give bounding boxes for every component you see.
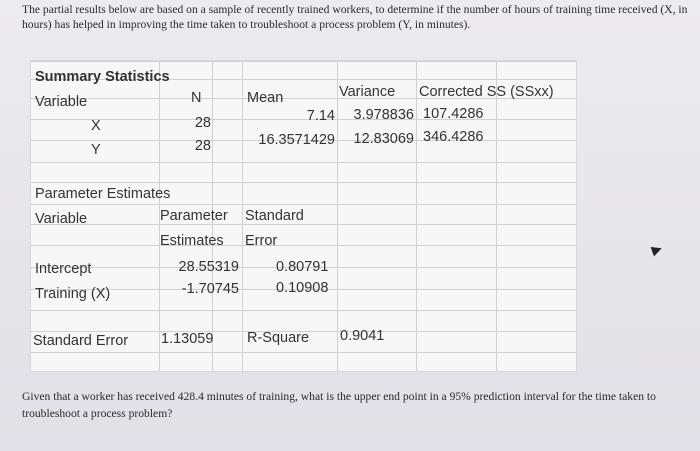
- spreadsheet-table: [30, 60, 577, 372]
- fit-r2-label: R-Square: [247, 330, 310, 346]
- intro-paragraph: The partial results below are based on a sample of recently trained workers, to determine if the number of hours of training time received (X, in hours) has helped in improving the time taken to troubleshoot a process problem (Y, in minutes).: [22, 3, 688, 31]
- summary-mean-header: Mean: [247, 90, 284, 106]
- summary-variable-header: Variable: [35, 94, 88, 110]
- question-paragraph: Given that a worker has received 428.4 minutes of training, what is the upper end point in a 95% prediction interval for the time taken to troubleshoot a process problem?: [22, 390, 656, 420]
- parameters-title: Parameter Estimates: [35, 186, 171, 202]
- summary-row-y-css: 346.4286: [423, 129, 484, 145]
- summary-row-x-n: 28: [194, 115, 211, 131]
- summary-row-x-css: 107.4286: [423, 106, 484, 122]
- summary-row-x-mean: 7.14: [306, 108, 335, 124]
- parameters-estimate-header-2: Estimates: [160, 233, 224, 249]
- parameters-row-intercept-estimate: 28.55319: [178, 259, 239, 275]
- summary-variance-header: Variance: [339, 84, 396, 100]
- summary-title: Summary Statistics: [35, 69, 170, 85]
- summary-row-y-variance: 12.83069: [353, 131, 414, 147]
- parameters-estimate-header-1: Parameter: [160, 208, 228, 224]
- fit-se-value: 1.13059: [161, 331, 214, 347]
- parameters-row-training-se: 0.10908: [276, 280, 329, 296]
- summary-row-y-variable: Y: [91, 142, 101, 158]
- mouse-cursor-icon: [651, 244, 664, 257]
- parameters-row-intercept-variable: Intercept: [35, 261, 92, 277]
- fit-r2-value: 0.9041: [340, 328, 385, 344]
- parameters-row-intercept-se: 0.80791: [276, 259, 329, 275]
- parameters-se-header-2: Error: [245, 233, 278, 249]
- summary-row-x-variable: X: [91, 118, 101, 134]
- summary-n-header: N: [191, 90, 202, 106]
- parameters-row-training-variable: Training (X): [35, 286, 111, 302]
- parameters-se-header-1: Standard: [245, 208, 304, 224]
- summary-css-header: Corrected SS (SSxx): [419, 84, 554, 100]
- fit-se-label: Standard Error: [33, 333, 129, 349]
- parameters-row-training-estimate: -1.70745: [181, 281, 239, 297]
- summary-row-y-mean: 16.3571429: [258, 132, 335, 148]
- parameters-variable-header: Variable: [35, 211, 88, 227]
- summary-row-x-variance: 3.978836: [353, 107, 414, 123]
- summary-row-y-n: 28: [194, 138, 211, 154]
